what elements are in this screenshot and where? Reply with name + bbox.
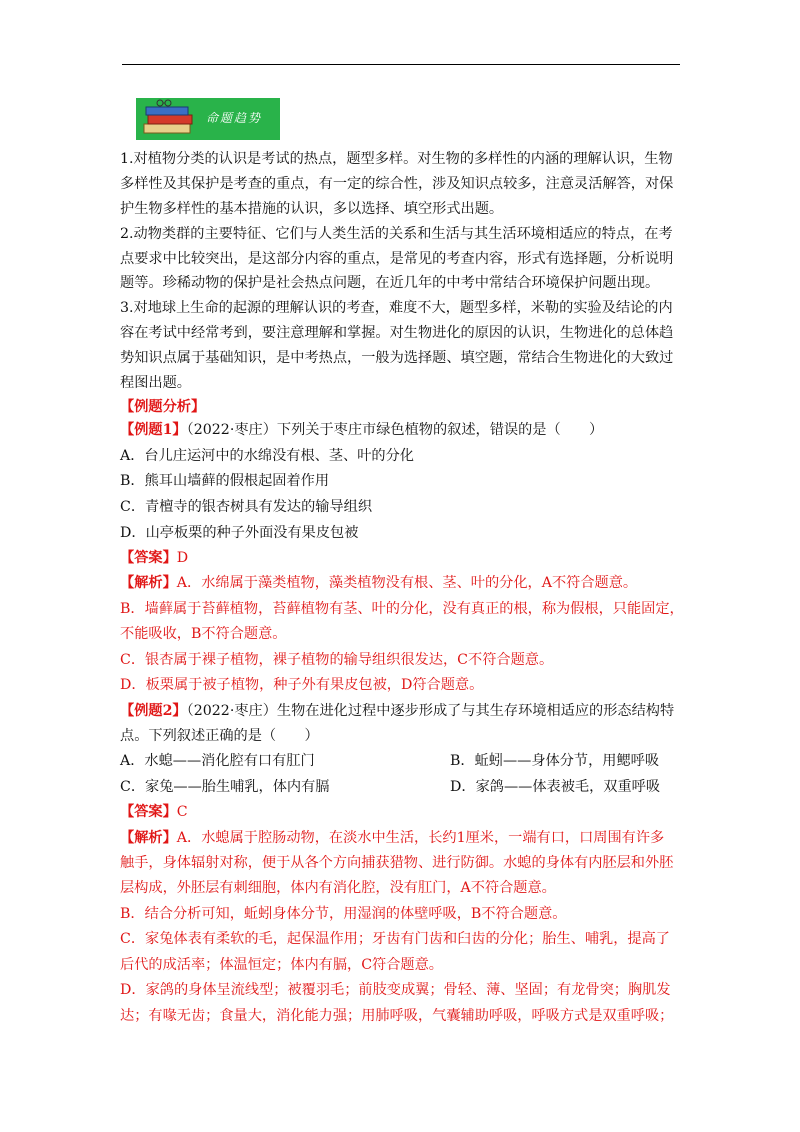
- trend-line: 容在考试中经常考到，要注意理解和掌握。对生物进化的原因的认识，生物进化的总体趋: [120, 325, 674, 341]
- example1-question: （2022·枣庄）下列关于枣庄市绿色植物的叙述，错误的是（ ）: [186, 422, 604, 438]
- example1-analysis-line: D．板栗属于被子植物，种子外有果皮包被，D符合题意。: [120, 677, 484, 693]
- example2-analysis-line: B．结合分析可知，蚯蚓身体分节，用湿润的体壁呼吸，B不符合题意。: [120, 906, 567, 922]
- example2-answer-value: C: [176, 804, 188, 820]
- example2-stem-cont: 点。下列叙述正确的是（ ）: [120, 728, 319, 744]
- example2-analysis-tag: 【解析】: [120, 830, 177, 846]
- example1-analysis-tag: 【解析】: [120, 575, 177, 591]
- example2-analysis-line: 后代的成活率；体温恒定；体内有膈，C符合题意。: [120, 957, 443, 973]
- example2-analysis-line: 达；有喙无齿；食量大，消化能力强；用肺呼吸，气囊辅助呼吸，呼吸方式是双重呼吸；: [120, 1008, 674, 1024]
- example1-tag: 【例题1】: [120, 422, 187, 438]
- trend-line: 题等。珍稀动物的保护是社会热点问题，在近几年的中考中常结合环境保护问题出现。: [120, 275, 660, 291]
- trend-line: 3.对地球上生命的起源的理解认识的考查，难度不大，题型多样，米勒的实验及结论的内: [120, 300, 673, 316]
- example1-option-b: B．熊耳山墙藓的假根起固着作用: [120, 473, 330, 489]
- header-rule: [122, 64, 680, 65]
- example2-stem: [120, 701, 674, 721]
- banner-title: 命题趋势: [206, 111, 263, 125]
- trend-line: 1.对植物分类的认识是考试的热点，题型多样。对生物的多样性的内涵的理解认识，生物: [120, 151, 673, 167]
- trend-line: 护生物多样性的基本措施的认识，多以选择、填空形式出题。: [120, 201, 504, 217]
- example1-analysis-line: B．墙藓属于苔藓植物，苔藓植物有茎、叶的分化，没有真正的根，称为假根，只能固定，: [120, 601, 684, 617]
- example1-option-c: C．青檀寺的银杏树具有发达的输导组织: [120, 499, 373, 515]
- trend-line: 势知识点属于基础知识，是中考热点，一般为选择题、填空题，常结合生物进化的大致过: [120, 350, 674, 366]
- section-title: 【例题分析】: [120, 399, 206, 415]
- example2-analysis-line: [120, 828, 664, 848]
- example1-answer: [120, 548, 188, 568]
- example2-analysis-text: A．水螅属于腔肠动物，在淡水中生活，长约1厘米，一端有口，口周围有许多: [176, 830, 665, 846]
- example2-question: （2022·枣庄）生物在进化过程中逐步形成了与其生存环境相适应的形态结构特: [186, 703, 675, 719]
- trend-line: 程图出题。: [120, 375, 191, 391]
- example2-answer-tag: 【答案】: [120, 804, 177, 820]
- example1-option-d: D．山亭板栗的种子外面没有果皮包被: [120, 525, 359, 541]
- example2-analysis-line: 触手，身体辐射对称，便于从各个方向捕获猎物、进行防御。水螅的身体有内胚层和外胚: [120, 855, 674, 871]
- example2-option-a: A．水螅——消化腔有口有肛门: [120, 753, 315, 769]
- trend-line: 点要求中比较突出，是这部分内容的重点，是常见的考查内容，形式有选择题，分析说明: [120, 251, 674, 267]
- example2-analysis-line: C．家兔体表有柔软的毛，起保温作用；牙齿有门齿和臼齿的分化；胎生、哺乳，提高了: [120, 931, 670, 947]
- topic-trend-banner: [136, 98, 280, 140]
- example1-option-a: A．台儿庄运河中的水绵没有根、茎、叶的分化: [120, 448, 414, 464]
- example1-analysis-text: A．水绵属于藻类植物，藻类植物没有根、茎、叶的分化，A不符合题意。: [176, 575, 638, 591]
- example1-analysis-line: [120, 573, 637, 593]
- example2-option-b: B．蚯蚓——身体分节，用鳃呼吸: [450, 753, 660, 769]
- trend-line: 2.动物类群的主要特征、它们与人类生活的关系和生活与其生活环境相适应的特点，在考: [120, 226, 673, 242]
- example2-analysis-line: 层构成，外胚层有刺细胞，体内有消化腔，没有肛门，A不符合题意。: [120, 880, 556, 896]
- example1-answer-tag: 【答案】: [120, 550, 177, 566]
- example1-stem: [120, 420, 603, 440]
- example2-option-d: D．家鸽——体表被毛，双重呼吸: [450, 779, 661, 795]
- example2-answer: [120, 802, 188, 822]
- example1-analysis-line: 不能吸收，B不符合题意。: [120, 626, 287, 642]
- example2-option-c: C．家兔——胎生哺乳，体内有膈: [120, 779, 330, 795]
- trend-line: 多样性及其保护是考查的重点，有一定的综合性，涉及知识点较多，注意灵活解答，对保: [120, 176, 674, 192]
- example2-tag: 【例题2】: [120, 703, 187, 719]
- example1-answer-value: D: [176, 550, 189, 566]
- example1-analysis-line: C．银杏属于裸子植物，裸子植物的输导组织很发达，C不符合题意。: [120, 652, 554, 668]
- example2-analysis-line: D．家鸽的身体呈流线型；被覆羽毛；前肢变成翼；骨轻、薄、坚固；有龙骨突；胸肌发: [120, 982, 671, 998]
